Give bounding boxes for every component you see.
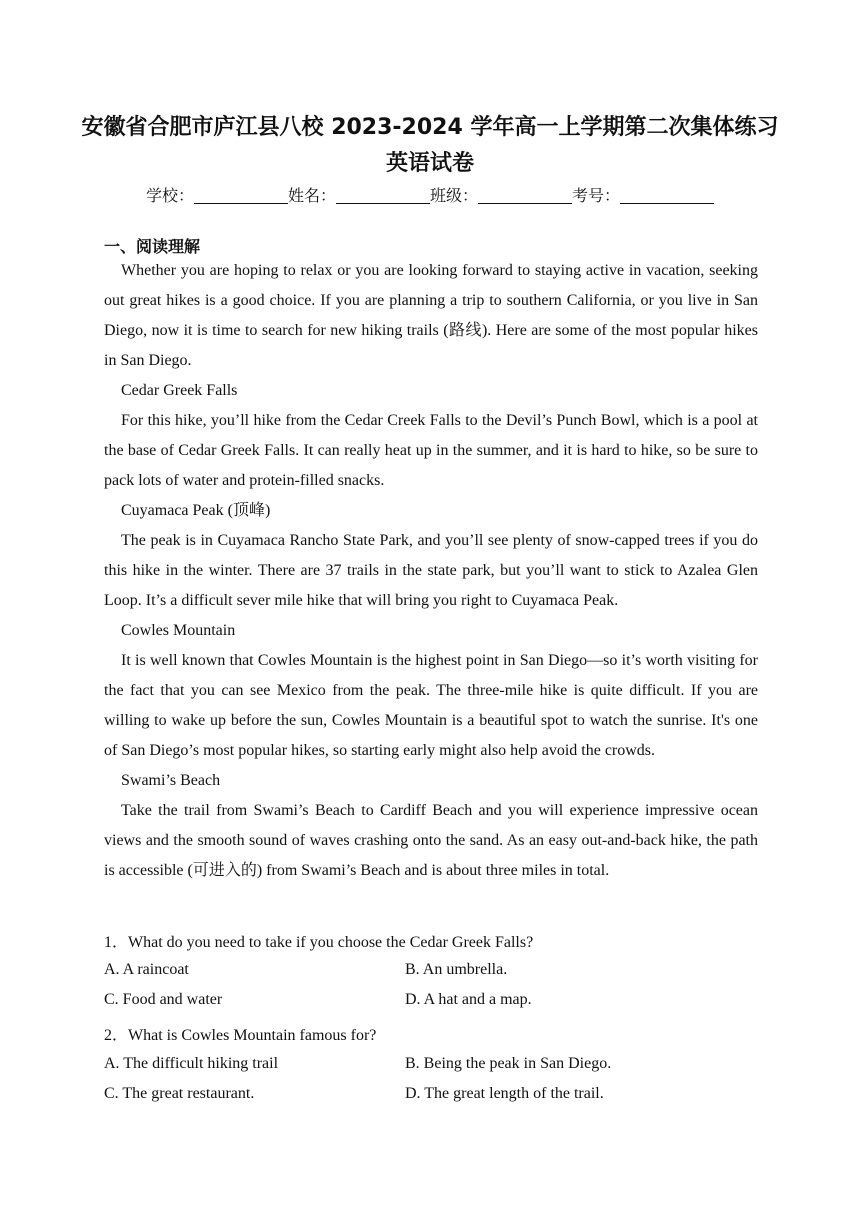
question-1-option-b: B. An umbrella.: [405, 961, 508, 978]
school-label: 学校：: [145, 186, 194, 205]
hike-heading-cuyamaca: Cuyamaca Peak (顶峰): [121, 502, 271, 519]
passage-intro: Whether you are hoping to relax or you are looking forward to staying active in vacation, seeking out great hikes is a good choice. If you are planning a trip to southern California, or you live in San Diego, now it is time to search for new hiking trails (路线). Here are some of the most popular hikes in San Diego.: [104, 262, 758, 369]
question-1-stem: 1．What do you need to take if you choose the Cedar Greek Falls?: [104, 934, 534, 951]
question-1-option-a: A. A raincoat: [104, 961, 189, 978]
student-info-row: [0, 183, 860, 206]
hike-text-cuyamaca: The peak is in Cuyamaca Rancho State Park, and you’ll see plenty of snow-capped trees if you do this hike in the winter. There are 37 trails in the state park, but you’ll want to stick to Azalea Glen Loop. It’s a difficult sever mile hike that will bring you right to Cuyamaca Peak.: [104, 532, 758, 609]
question-2-option-c: C. The great restaurant.: [104, 1085, 255, 1102]
hike-text-cedar: For this hike, you’ll hike from the Cedar Creek Falls to the Devil’s Punch Bowl, which is a pool at the base of Cedar Greek Falls. It can really heat up in the summer, and it is hard to hike, so be sure to pack lots of water and protein-filled snacks.: [104, 412, 758, 489]
hike-heading-swami: Swami’s Beach: [121, 772, 221, 789]
name-blank: [336, 187, 430, 204]
exam-title-line1: 安徽省合肥市庐江县八校 2023-2024 学年高一上学期第二次集体练习: [81, 115, 779, 140]
school-blank: [194, 187, 288, 204]
hike-heading-cowles: Cowles Mountain: [121, 622, 236, 639]
exam-number-label: 考号：: [572, 186, 621, 205]
class-blank: [478, 187, 572, 204]
section-heading: 一、阅读理解: [104, 237, 201, 256]
hike-text-cowles: It is well known that Cowles Mountain is the highest point in San Diego—so it’s worth visiting for the fact that you can see Mexico from the peak. The three-mile hike is quite difficult. If you are willing to wake up before the sun, Cowles Mountain is a beautiful spot to watch the sunrise. It's one of San Diego’s most popular hikes, so starting early might also help avoid the crowds.: [104, 652, 758, 759]
question-2-stem: 2．What is Cowles Mountain famous for?: [104, 1027, 377, 1044]
class-label: 班级：: [430, 186, 479, 205]
question-2-option-a: A. The difficult hiking trail: [104, 1055, 279, 1072]
hike-text-swami: Take the trail from Swami’s Beach to Cardiff Beach and you will experience impressive ocean views and the smooth sound of waves crashing onto the sand. As an easy out-and-back hike, the path is accessible (可进入的) from Swami’s Beach and is about three miles in total.: [104, 802, 758, 879]
exam-number-blank: [620, 187, 714, 204]
exam-title-line2: 英语试卷: [385, 151, 474, 176]
question-2-option-b: B. Being the peak in San Diego.: [405, 1055, 612, 1072]
name-label: 姓名：: [287, 186, 336, 205]
question-2-option-d: D. The great length of the trail.: [405, 1085, 604, 1102]
hike-heading-cedar: Cedar Greek Falls: [121, 382, 238, 399]
reading-passage: [104, 256, 758, 886]
question-1-option-c: C. Food and water: [104, 991, 223, 1008]
question-1-option-d: D. A hat and a map.: [405, 991, 532, 1008]
